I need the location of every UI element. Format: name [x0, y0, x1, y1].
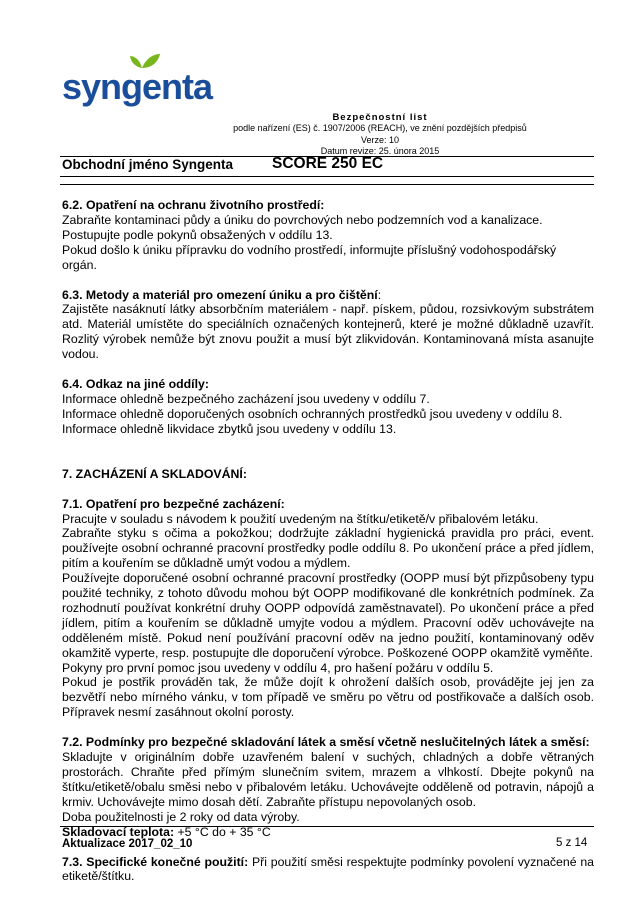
- section-6-4-p3: Informace ohledně likvidace zbytků jsou uvedeny v oddílu 13.: [62, 421, 397, 436]
- section-7-1-p5: Pokud je postřik prováděn tak, že může dojít k ohrožení dalších osob, provádějte jej jen za bezvětří nebo mírného vánku, v tom případě ve směru po větru od postřikovače a dalších osob. Přípravek nesmí zasáhnout okolní porosty.: [62, 675, 594, 720]
- section-7-2-heading: 7.2. Podmínky pro bezpečné skladování látek a směsí včetně neslučitelných látek a směsí:: [62, 735, 590, 750]
- section-7-heading: 7. ZACHÁZENÍ A SKLADOVÁNÍ:: [62, 466, 247, 481]
- document-body: [62, 198, 594, 884]
- footer-rule: [60, 826, 594, 827]
- section-7-2-p1: Skladujte v originálním dobře uzavřeném balení v suchých, chladných a dobře větraných prostorách. Chraňte před přímým slunečním svitem, mrazem a vlhkostí. Dbejte pokynů na štítku/etiketě/obalu směsi nebo v přibalovém letáku. Uchovávejte odděleně od potravin, nápojů a krmiv. Uchovávejte mimo dosah dětí. Zabraňte přístupu nepovolaných osob.: [62, 750, 594, 809]
- trade-name: SCORE 250 EC: [272, 155, 384, 172]
- page-number: 5 z 14: [556, 837, 588, 849]
- section-7-3-text: Při použití směsi respektujte podmínky povolení vyznačené na etiketě/štítku.: [62, 854, 594, 884]
- section-7-1-p1: Pracujte v souladu s návodem k použití uvedeným na štítku/etiketě/v přibalovém letáku.: [62, 511, 539, 526]
- trade-name-label: Obchodní jméno Syngenta: [62, 157, 234, 172]
- revision-date: Datum revize: 25. února 2015: [320, 146, 440, 156]
- section-title: . Opatření na ochranu životního prostředí:: [79, 198, 325, 212]
- regulation-line: podle nařízení (ES) č. 1907/2006 (REACH), ve znění pozdějších předpisů: [233, 123, 527, 133]
- section-6-3-p1: Zajistěte nasáknutí látky absorbčním materiálem - např. pískem, půdou, rozsivkovým substrátem atd. Materiál umístěte do speciálních označených kontejnerů, které je možné důkladně uzavřít. Rozlitý výrobek nemůže být znovu použit a musí být zlikvidován. Kontaminovaná místa asanujte vodou.: [62, 302, 594, 362]
- storage-temperature-label: Skladovací teplota:: [62, 824, 175, 839]
- section-6-2-p1: Zabraňte kontaminaci půdy a úniku do povrchových nebo podzemních vod a kanalizace. Postupujte podle pokynů obsažených v oddílu 13.: [62, 212, 543, 242]
- section-7-1-heading: 7.1. Opatření pro bezpečné zacházení:: [62, 496, 285, 511]
- section-6-4-p1: Informace ohledně bezpečného zacházení jsou uvedeny v oddílu 7.: [62, 391, 430, 406]
- logo-wordmark: syngenta: [62, 66, 213, 107]
- version-line: Verze: 10: [360, 135, 400, 145]
- section-6-4-heading: 6.4. Odkaz na jiné oddíly:: [62, 377, 209, 392]
- header-rule-bottom: [60, 184, 594, 185]
- section-title: 7.3. Specifické konečné použití:: [62, 854, 249, 869]
- update-stamp: Aktualizace 2017_02_10: [62, 838, 193, 850]
- header-rule-mid: [60, 176, 594, 177]
- section-7-1-p2: Zabraňte styku s očima a pokožkou; dodržujte základní hygienická pravidla pro práci, event. používejte osobní ochranné pracovní prostředky podle oddílu 8. Po ukončení práce a před jídlem, pitím a kouřením se důkladně umýt vodou a mýdlem.: [62, 526, 594, 571]
- syngenta-logo: [62, 66, 212, 108]
- section-7-3: [62, 855, 594, 885]
- storage-temperature-value: +5 °C do + 35 °C: [174, 824, 271, 839]
- section-6-3-heading: [62, 288, 594, 303]
- section-6-4-p2: Informace ohledně doporučených osobních ochranných prostředků jsou uvedeny v oddílu 8.: [62, 406, 563, 421]
- document-title: Bezpečnostní list: [332, 112, 428, 123]
- section-number: 6.2: [62, 198, 80, 212]
- section-6-2-heading: [62, 198, 594, 213]
- section-title: 6.3. Metody a materiál pro omezení úniku a pro čištění: [62, 287, 378, 302]
- section-7-1-p3: Používejte doporučené osobní ochranné pracovní prostředky (OOPP musí být přizpůsobeny typu použité techniky, z tohoto důvodu mohou být OOPP modifikované dle konkrétních podmínek. Za rozhodnutí používat konkrétní druhy OOPP odpovídá zaměstnavatel). Po ukončení práce a před jídlem, pitím a kouřením se důkladně umyjte vodou a mýdlem. Pracovní oděv uchovávejte na odděleném místě. Pokud není používání pracovní oděv na jedno použití, kontaminovaný oděv okamžitě vyperte, resp. postupujte dle doporučení výrobce. Poškozené OOPP okamžitě vyměňte.: [62, 571, 594, 660]
- section-7-1-p4: Pokyny pro první pomoc jsou uvedeny v oddílu 4, pro hašení požáru v oddílu 5.: [62, 660, 494, 675]
- leaf-icon: [62, 50, 192, 100]
- section-6-2-p2: Pokud došlo k úniku přípravku do vodního prostředí, informujte příslušný vodohospodářský orgán.: [62, 242, 557, 272]
- section-7-2-p2: Doba použitelnosti je 2 roky od data výroby.: [62, 809, 300, 824]
- section-title-colon: :: [377, 287, 382, 302]
